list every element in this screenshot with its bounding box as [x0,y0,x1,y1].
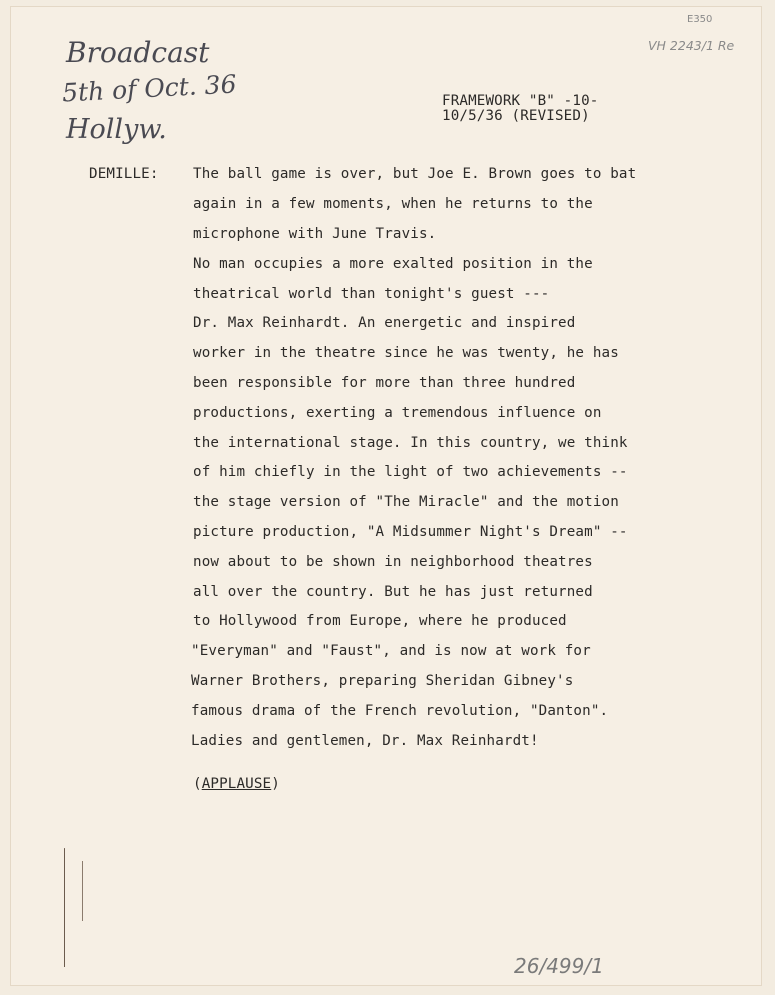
script-line: been responsible for more than three hundred [193,375,576,391]
script-line: worker in the theatre since he was twenty, he has [193,345,619,361]
document-page [10,6,762,986]
script-line: again in a few moments, when he returns to the [193,196,593,212]
script-line: picture production, "A Midsummer Night's Dream" -- [193,524,628,540]
applause-close-paren: ) [271,776,280,792]
script-line: theatrical world than tonight's guest --- [193,286,550,302]
script-line: of him chiefly in the light of two achievements -- [193,464,628,480]
speaker-label: DEMILLE: [89,166,159,182]
stage-direction-applause [193,776,280,792]
script-line: No man occupies a more exalted position in the [193,256,593,272]
script-line: all over the country. But he has just returned [193,584,593,600]
margin-ink-mark [82,861,83,921]
script-header-date: 10/5/36 (REVISED) [442,108,590,124]
script-line: Warner Brothers, preparing Sheridan Gibney's [191,673,574,689]
script-line: the stage version of "The Miracle" and the motion [193,494,619,510]
archive-code: E350 [687,14,713,25]
archive-page-number: 26/499/1 [514,954,604,978]
script-line: productions, exerting a tremendous influence on [193,405,602,421]
script-line: The ball game is over, but Joe E. Brown goes to bat [193,166,637,182]
script-line: Dr. Max Reinhardt. An energetic and inspired [193,315,576,331]
margin-ink-mark [64,848,65,967]
archive-reference: VH 2243/1 Re [648,38,735,53]
script-line: Ladies and gentlemen, Dr. Max Reinhardt! [191,733,539,749]
script-line: famous drama of the French revolution, "Danton". [191,703,609,719]
handwritten-note-line-3: Hollyw. [66,114,167,145]
handwritten-note-line-2: 5th of Oct. 36 [61,69,238,108]
script-line: now about to be shown in neighborhood theatres [193,554,593,570]
script-line: the international stage. In this country, we think [193,435,628,451]
script-line: to Hollywood from Europe, where he produced [193,613,567,629]
applause-word: APPLAUSE [201,776,272,792]
script-line: microphone with June Travis. [193,226,437,242]
handwritten-note-line-1: Broadcast [66,36,210,69]
applause-open-paren: ( [193,776,202,792]
script-line: "Everyman" and "Faust", and is now at work for [191,643,591,659]
script-header-framework: FRAMEWORK "B" -10- [442,93,599,109]
